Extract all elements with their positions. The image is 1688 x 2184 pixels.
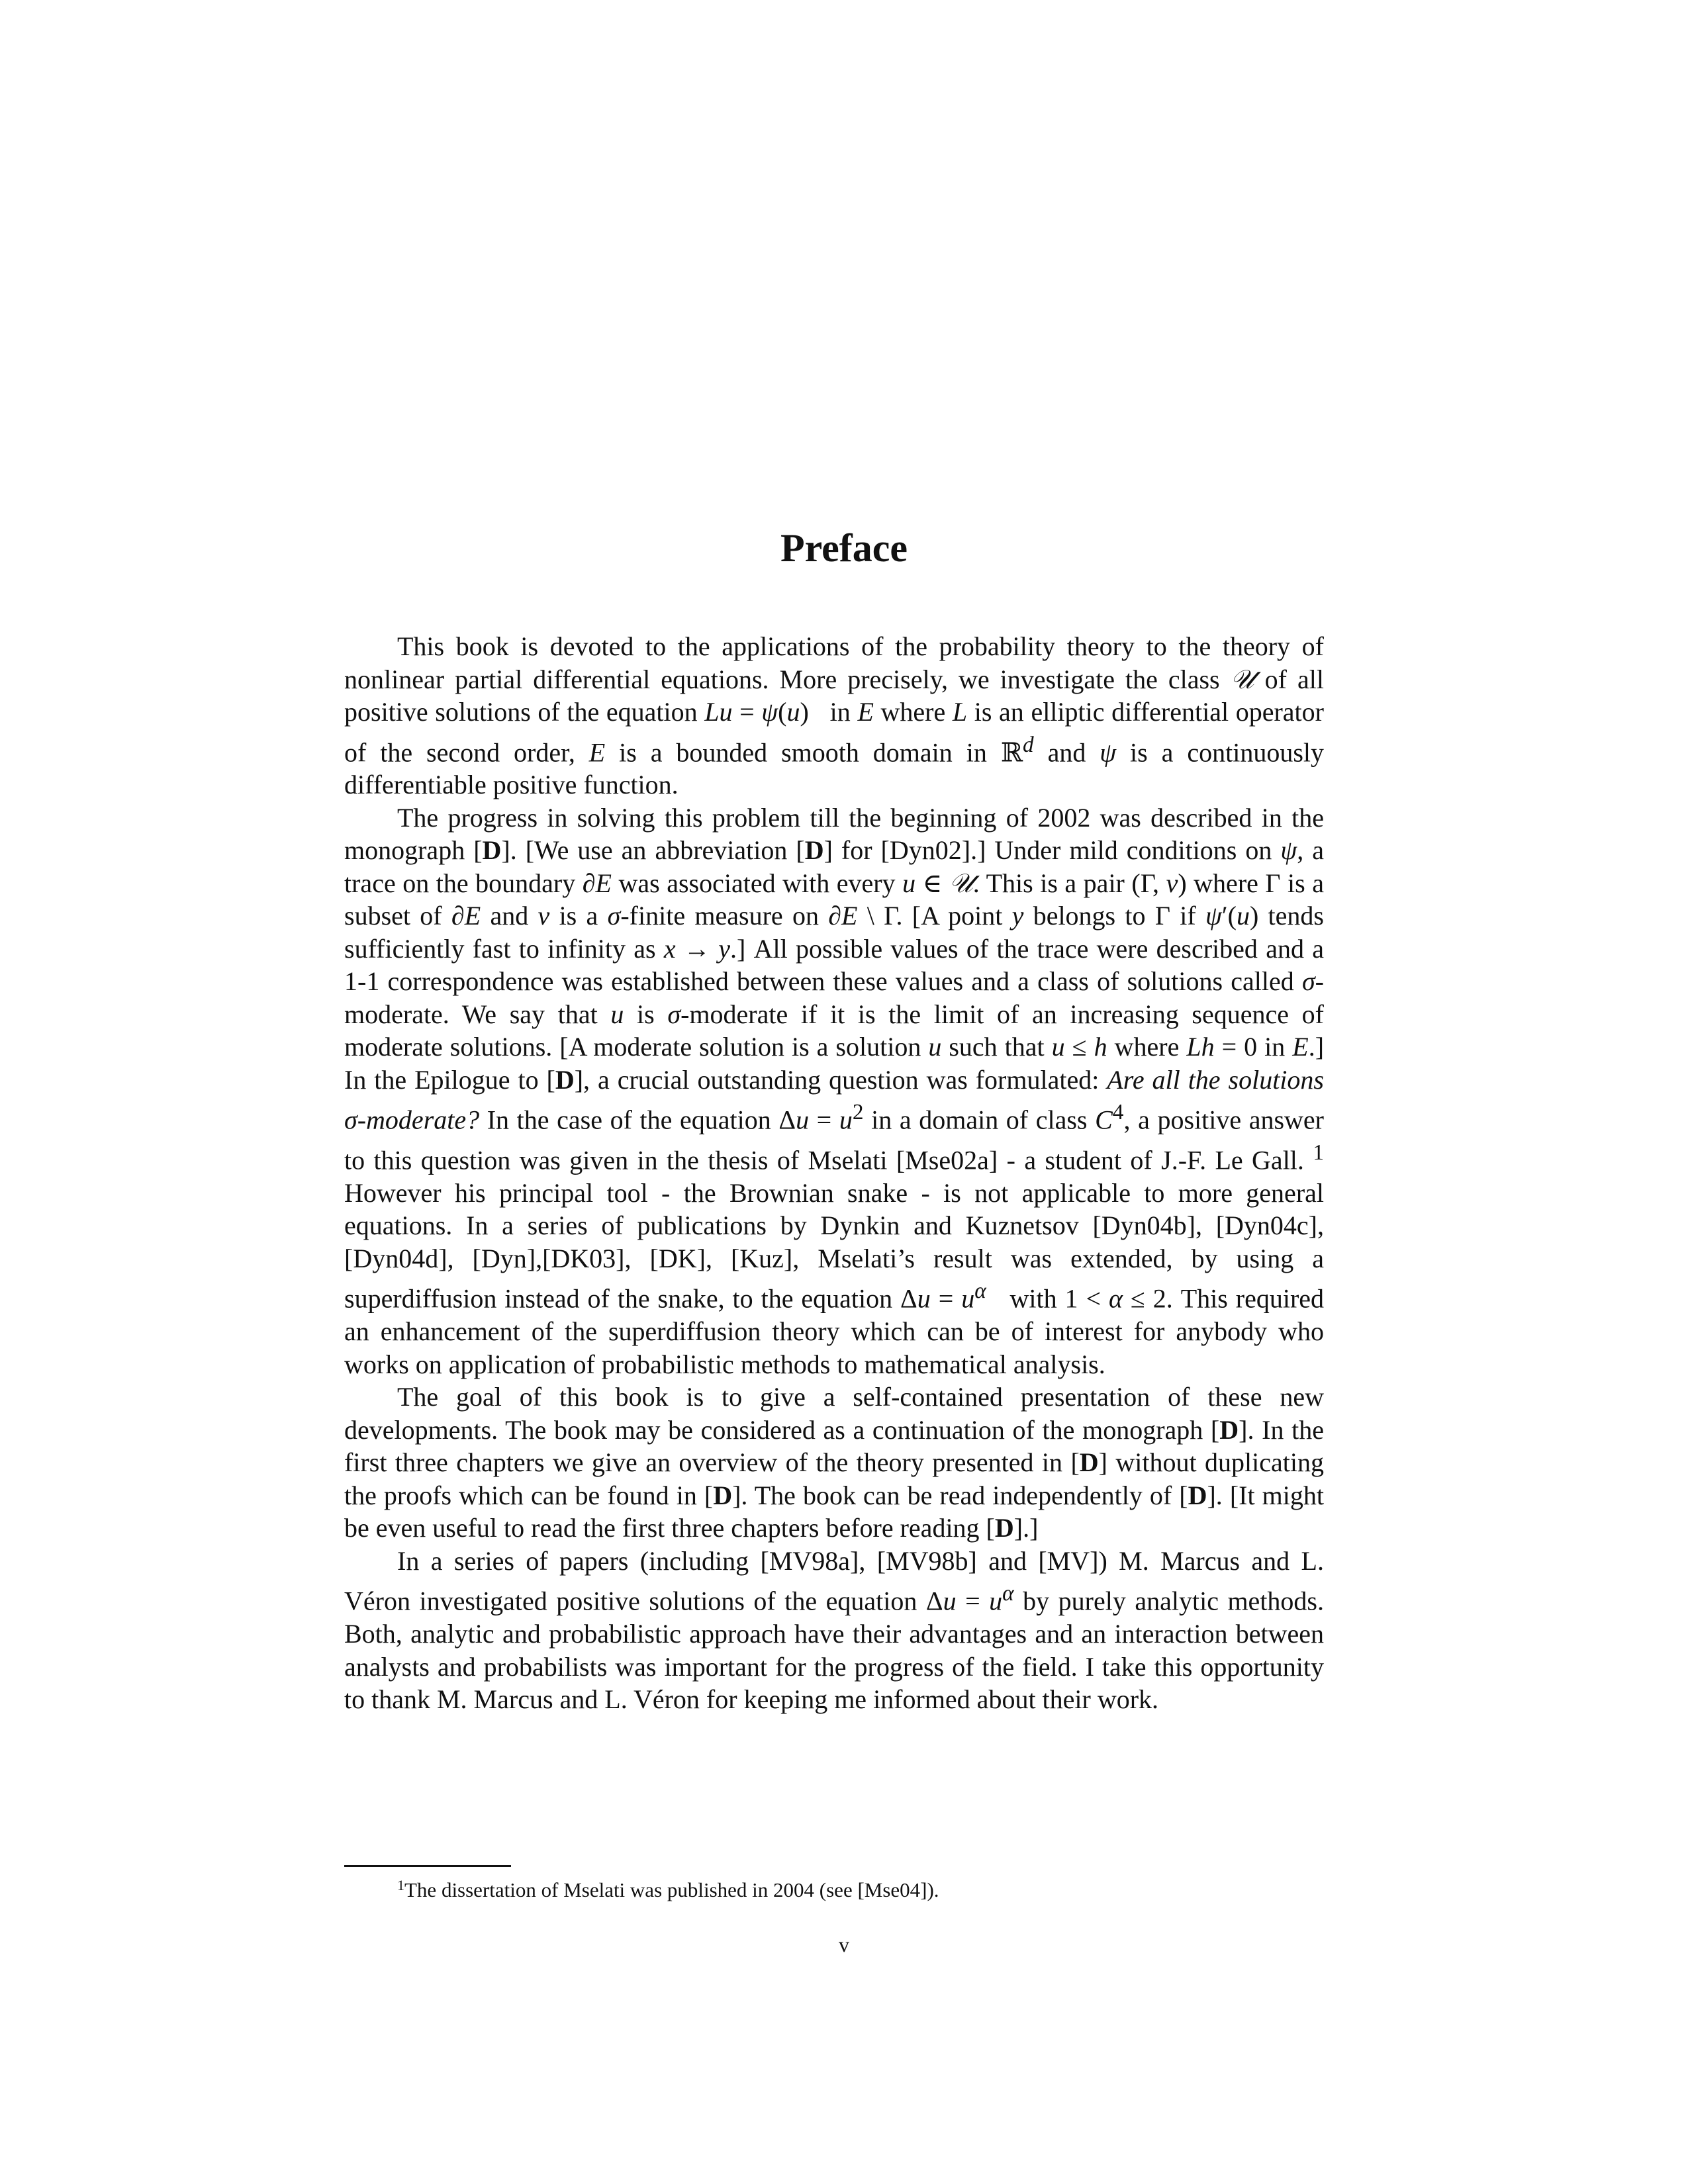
footnote — [397, 1877, 1324, 1903]
footnote-mark: 1 — [397, 1877, 404, 1893]
preface-body — [344, 630, 1324, 1716]
paragraph-4: In a series of papers (including [MV98a], [MV98b] and [MV]) M. Marcus and L. Véron investigated positive solutions of the equation $\Delta u = u^\alpha$ by purely analytic methods. Both, analytic and probabilistic approach have their advantages and an interaction between analysts and probabilists was important for the progress of the field. I take this opportunity to thank M. Marcus and L. Véron for keeping me informed about their work. — [344, 1545, 1324, 1715]
page-number: v — [839, 1933, 849, 1956]
footnote-text: The dissertation of Mselati was published in 2004 (see [Mse04]). — [404, 1878, 939, 1901]
paragraph-2: The progress in solving this problem till the beginning of 2002 was described in the monograph [D]. [We use an abbreviation [D] for [Dyn02].] Under mild conditions on ψ, a trace on the boundary ∂E was associated with every u ∈ 𝒰. This is a pair (Γ, ν) where Γ is a subset of ∂E and ν is a σ-finite measure on ∂E \ Γ. [A point y belongs to Γ if ψ′(u) tends sufficiently fast to infinity as x → y.] All possible values of the trace were described and a 1-1 correspondence was established between these values and a class of solutions called σ-moderate. We say that u is σ-moderate if it is the limit of an increasing sequence of moderate solutions. [A moderate solution is a solution u such that u ≤ h where Lh = 0 in E.] In the Epilogue to [D], a crucial outstanding question was formulated: Are all the solutions σ-moderate? In the case of the equation $\Delta u = u^2$ in a domain of class $C^4$, a positive answer to this question was given in the thesis of Mselati [Mse02a] - a student of J.-F. Le Gall. $^1$ However his principal tool - the Brownian snake - is not applicable to more general equations. In a series of publications by Dynkin and Kuznetsov [Dyn04b], [Dyn04c], [Dyn04d], [Dyn],[DK03], [DK], [Kuz], Mselati’s result was extended, by using a superdiffusion instead of the snake, to the equation $\Delta u = u^\alpha$ with 1 < α ≤ 2. This required an enhancement of the superdiffusion theory which can be of interest for anybody who works on application of probabilistic methods to mathematical analysis. — [344, 802, 1325, 1379]
page-title: Preface — [780, 526, 908, 570]
paragraph-1: This book is devoted to the applications of the probability theory to the theory of nonlinear partial differential equations. More precisely, we investigate the class 𝒰 of all positive solutions of the equation Lu = ψ(u) in E where L is an elliptic differential operator of the second order, E is a bounded smooth domain in ℝ$^d$ and ψ is a continuously differentiable positive function. — [344, 631, 1324, 800]
footnote-divider — [344, 1865, 511, 1867]
paragraph-3: The goal of this book is to give a self-contained presentation of these new developments. The book may be considered as a continuation of the monograph [D]. In the first three chapters we give an overview of the theory presented in [D] without duplicating the proofs which can be found in [D]. The book can be read independently of [D]. [It might be even useful to read the first three chapters before reading [D].] — [344, 1382, 1324, 1543]
